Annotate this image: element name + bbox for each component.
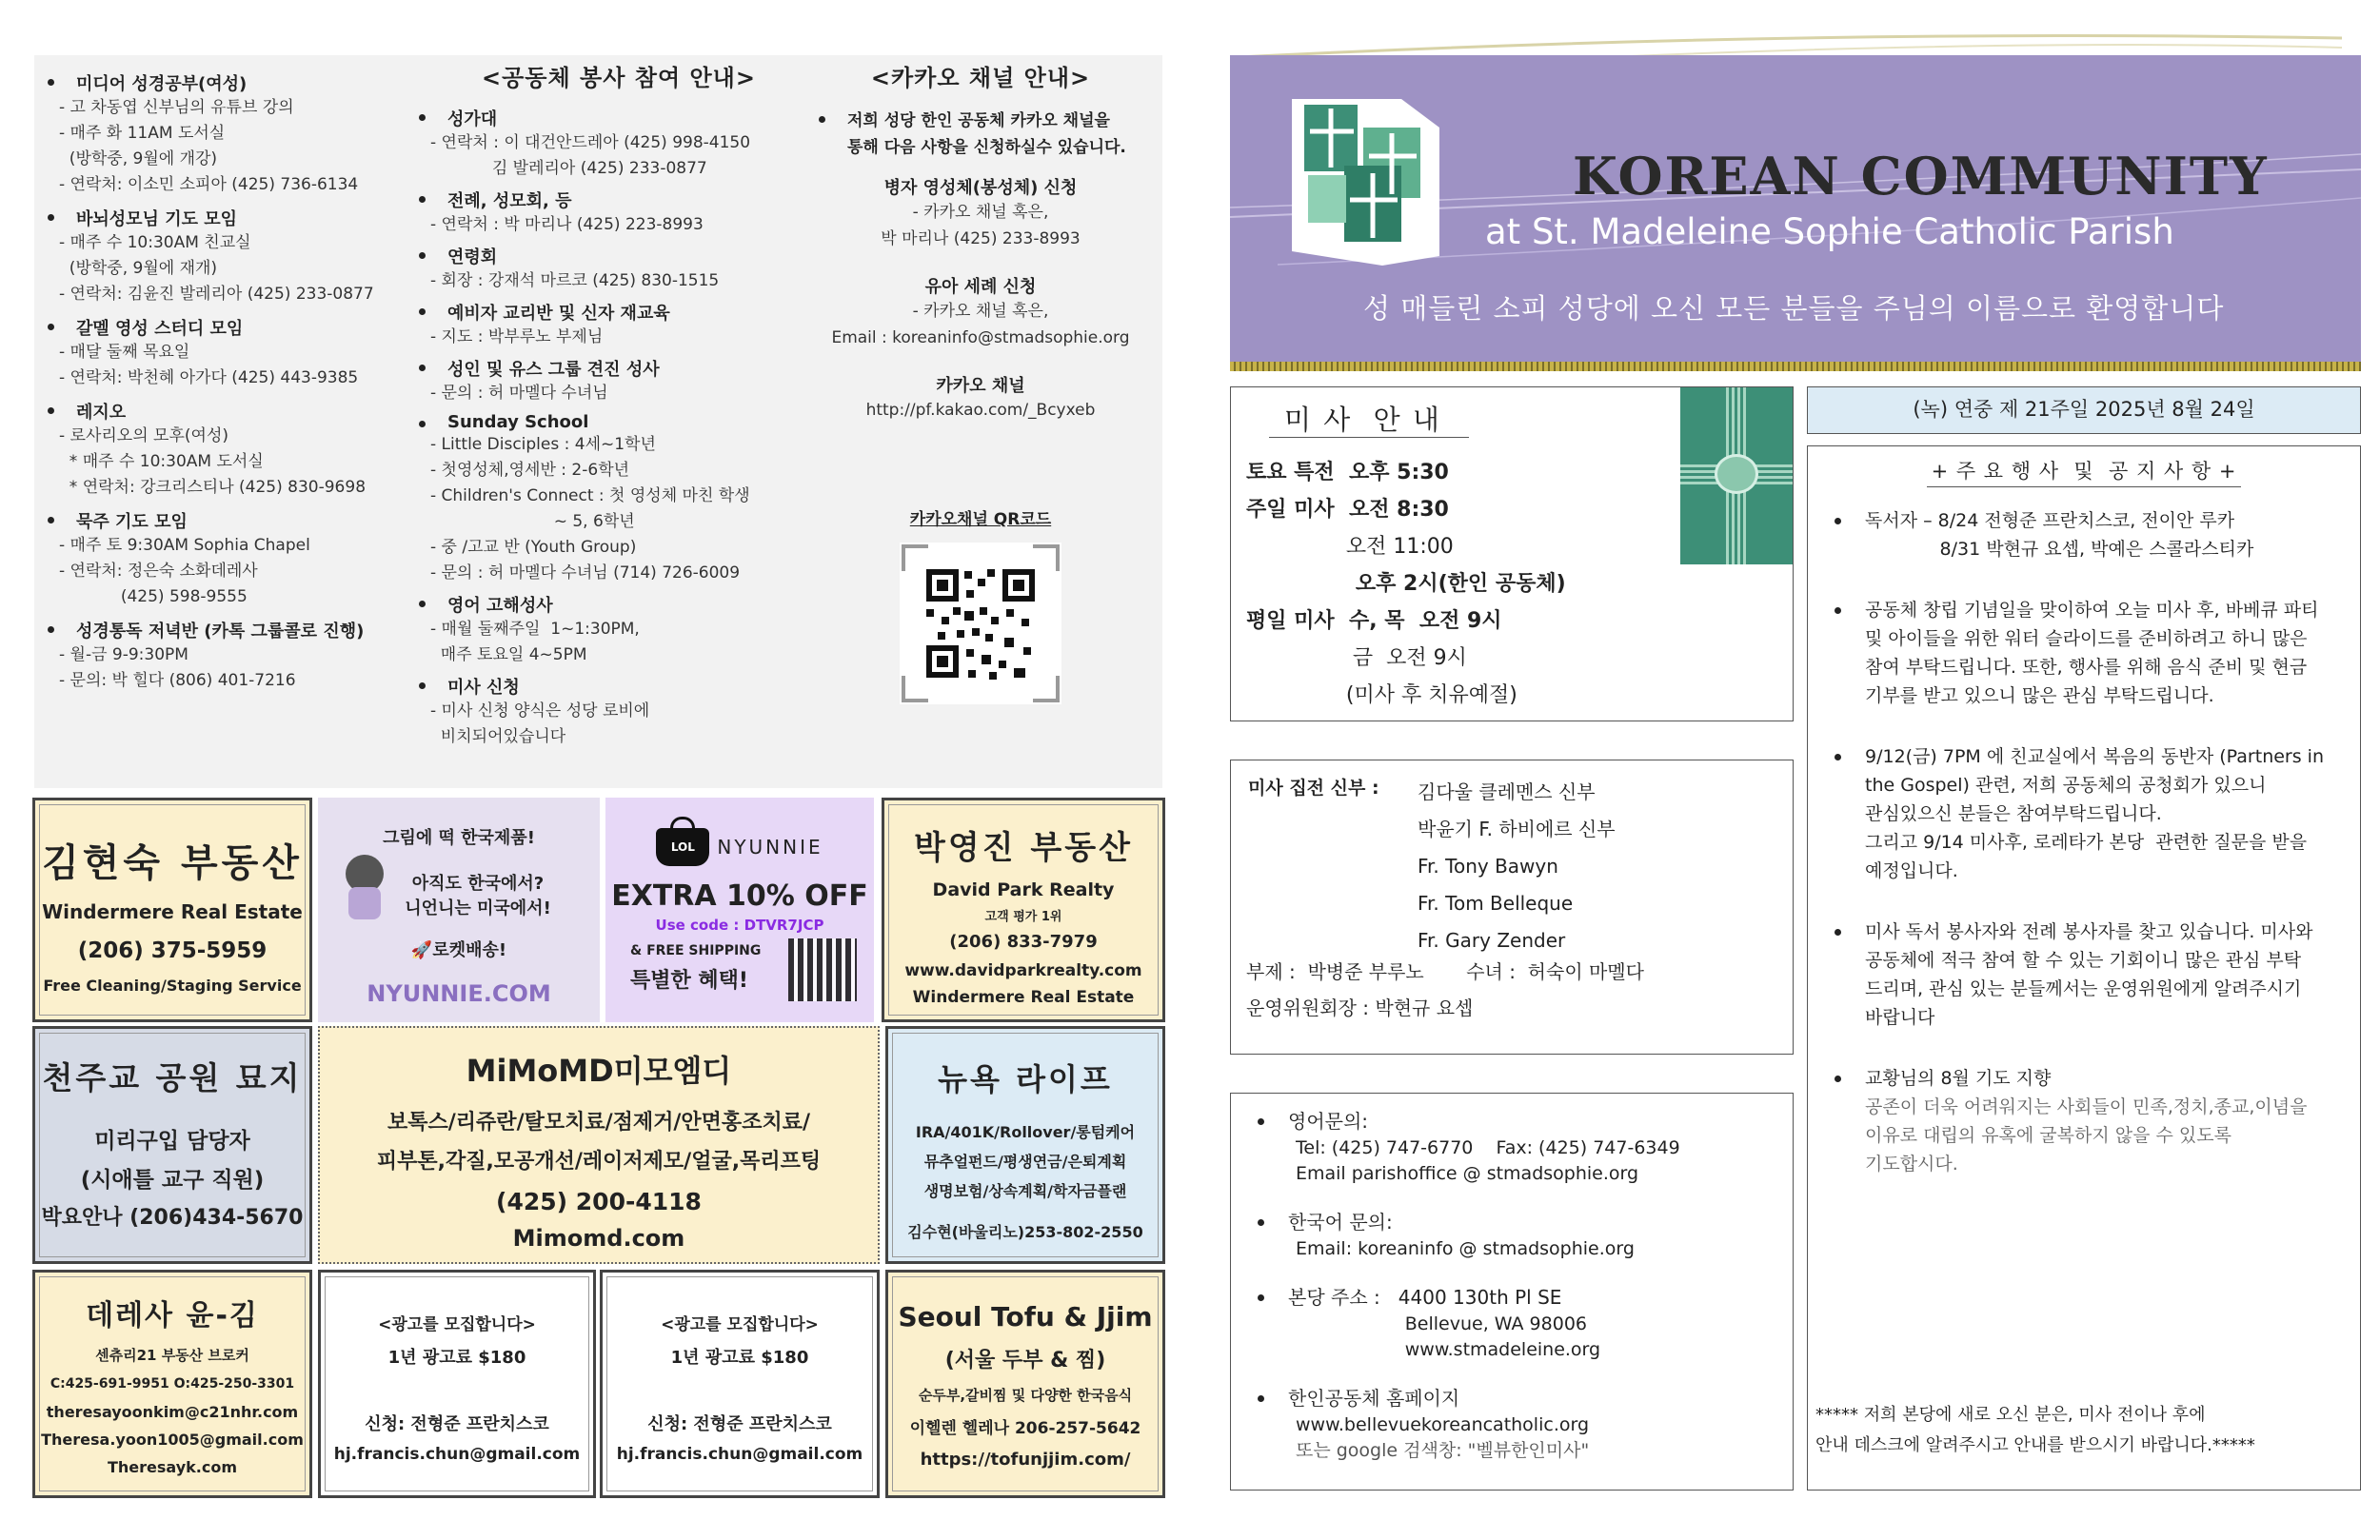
kakao-block-detail: - 카카오 채널 혹은,: [912, 203, 1049, 222]
clergy-label: 미사 집전 신부 :: [1248, 778, 1379, 799]
ministry-detail: - 월-금 9-9:30PM: [59, 645, 188, 664]
service-item-detail: - 연락처 : 이 대건안드레아 (425) 998-4150: [430, 133, 751, 152]
clergy-box: [1230, 760, 1794, 1055]
parish-logo-icon: [1287, 89, 1449, 270]
notice-line: 그리고 9/14 미사후, 로레타가 본당 관련한 질문을 받을: [1865, 832, 2308, 853]
contact-title: 본당 주소 : 4400 130th Pl SE: [1231, 1283, 1793, 1312]
kakao-block-detail: Email : koreaninfo@stmadsophie.org: [831, 328, 1130, 347]
contact-detail: Email parishoffice @ stmadsophie.org: [1296, 1163, 1639, 1184]
kakao-blocks: [809, 174, 1152, 424]
notice-line: 바랍니다: [1865, 1007, 1935, 1028]
contacts-box: [1230, 1093, 1794, 1491]
ministry-list: [38, 70, 419, 694]
ribbon-decoration-icon: [1680, 387, 1793, 564]
service-item-detail: - 매월 둘째주일 1~1:30PM,: [430, 620, 640, 639]
service-item-detail: - 미사 신청 양식은 성당 로비에: [430, 701, 650, 721]
qr-small-icon: [788, 938, 857, 1001]
ministry-detail: (방학중, 9월에 재개): [59, 259, 218, 278]
ministry-detail: - 연락처: 김윤진 발레리아 (425) 233-0877: [59, 285, 374, 304]
kakao-block-detail: http://pf.kakao.com/_Bcyxeb: [865, 401, 1096, 420]
kakao-block-title: 카카오 채널: [936, 376, 1025, 396]
contact-detail: www.stmadeleine.org: [1296, 1339, 1601, 1360]
mass-row: 오후 2시(한인 공동체): [1246, 572, 1566, 596]
qr-icon: [900, 543, 1061, 704]
council-chair: 운영위원회장 : 박현규 요셉: [1246, 997, 1474, 1019]
notice-line: 교황님의 8월 기도 지향: [1865, 1068, 2052, 1089]
contact-title: 영어문의:: [1231, 1107, 1793, 1135]
ad-nyunnie-2: LOL NYUNNIE EXTRA 10% OFF Use code : DTVR7JCP & FREE SHIPPING 특별한 혜택!: [605, 798, 874, 1022]
ministry-title: 미디어 성경공부(여성): [38, 70, 419, 95]
notice-line: 및 아이들을 위한 워터 슬라이드를 준비하려고 하니 많은: [1865, 628, 2308, 649]
notice-line: 독서자 – 8/24 전형준 프란치스코, 전이안 루카: [1865, 510, 2235, 531]
priest-name: 김다울 클레멘스 신부: [1418, 780, 1596, 803]
service-item-detail: - 중 /고교 반 (Youth Group): [430, 538, 637, 557]
notice-line: 관심있으신 분들은 참여부탁드립니다.: [1865, 803, 2162, 824]
contact-detail: www.bellevuekoreancatholic.org: [1296, 1414, 1590, 1435]
ministry-detail: - 연락처: 이소민 소피아 (425) 736-6134: [59, 175, 359, 194]
notice-line: 기도합시다.: [1865, 1154, 1958, 1175]
ministry-detail: - 매주 토 9:30AM Sophia Chapel: [59, 536, 310, 555]
contact-detail: Email: koreaninfo @ stmadsophie.org: [1296, 1238, 1635, 1259]
service-item-detail: 매주 토요일 4~5PM: [430, 645, 587, 664]
notice-line: 8/31 박현규 요셉, 박예은 스콜라스티카: [1865, 539, 2254, 560]
notice-item: [1808, 742, 2360, 885]
qr-code[interactable]: [900, 543, 1061, 704]
priest-name: Fr. Tom Belleque: [1418, 892, 1574, 915]
banner-welcome: 성 매들린 소피 성당에 오신 모든 분들을 주님의 이름으로 환영합니다: [1363, 292, 2225, 325]
notice-line: 공동체에 적극 참여 할 수 있는 기회이니 많은 관심 부탁: [1865, 950, 2302, 971]
mass-row: 주일 미사 오전 8:30: [1246, 498, 1449, 522]
notice-line: 참여 부탁드립니다. 또한, 행사를 위해 음식 준비 및 현금: [1865, 657, 2308, 678]
notices-box: [1807, 445, 2361, 1491]
deacon-sister: 부제 : 박병준 부루노 수녀 : 허숙이 마멜다: [1246, 960, 1644, 983]
character-icon: [343, 855, 387, 912]
priest-list: [1418, 774, 1616, 959]
mass-title: 미 사 안 내: [1284, 404, 1441, 436]
notices-footer: ***** 저희 본당에 새로 오신 분은, 미사 전이나 후에 안내 데스크에 알려주시고 안내를 받으시기 바랍니다.*****: [1815, 1405, 2255, 1455]
service-item-detail: - Little Disciples : 4세~1학년: [430, 435, 656, 454]
notice-line: 미사 독서 봉사자와 전례 봉사자를 찾고 있습니다. 미사와: [1865, 921, 2313, 942]
ad-nyunnie-1: 그림에 떡 한국제품! 아직도 한국에서? 니언니는 미국에서! 🚀로켓배송! NYUNNIE.COM: [318, 798, 600, 1022]
ministry-detail: - 문의: 박 힐다 (806) 401-7216: [59, 671, 296, 690]
contact-title: 한인공동체 홈페이지: [1231, 1384, 1793, 1412]
notices-title: + 주 요 행 사 및 공 지 사 항 +: [1931, 460, 2237, 483]
contact-list: [1231, 1107, 1793, 1464]
banner-title: KOREAN COMMUNITY: [1573, 146, 2269, 207]
notice-line: 공존이 더욱 어려워지는 사회들이 민족,정치,종교,이념을: [1865, 1096, 2308, 1117]
service-item-detail: - 첫영성체,영세반 : 2-6학년: [430, 461, 630, 480]
ministry-title: 성경통독 저녁반 (카톡 그룹콜로 진행): [38, 618, 419, 642]
ad-kim-realestate: 김현숙 부동산 Windermere Real Estate (206) 375-5959 Free Cleaning/Staging Service: [32, 798, 312, 1022]
ministry-detail: (방학중, 9월에 개강): [59, 149, 218, 168]
notice-line: 공동체 창립 기념일을 맞이하여 오늘 미사 후, 바베큐 파티: [1865, 600, 2319, 621]
notice-line: 예정입니다.: [1865, 860, 1958, 881]
ad-seoul-tofu: Seoul Tofu & Jjim (서울 두부 & 찜) 순두부,갈비찜 및 다양한 한국음식 이헬렌 헬레나 206-257-5642 https://tofunjjim.com/: [885, 1270, 1165, 1498]
service-item-detail: - 문의 : 허 마멜다 수녀님: [430, 384, 608, 403]
ministry-title: 묵주 기도 모임: [38, 508, 419, 533]
service-list: [409, 106, 828, 750]
service-item-title: 영어 고해성사: [409, 592, 828, 617]
ad-mimomd: MiMoMD미모엠디 보톡스/리쥬란/탈모치료/점제거/안면홍조치료/ 피부톤,각질,모공개선/레이저제모/얼굴,목리프팅 (425) 200-4118 Mimomd.com: [318, 1026, 880, 1264]
service-item-detail: 비치되어있습니다: [430, 727, 566, 746]
mass-rows: [1246, 454, 1566, 714]
service-item-detail: ~ 5, 6학년: [430, 512, 635, 531]
ministry-detail: - 매주 수 10:30AM 친교실: [59, 233, 251, 252]
header-banner: [1230, 55, 2361, 362]
service-item-title: 예비자 교리반 및 신자 재교육: [409, 300, 828, 325]
service-participation: [409, 59, 828, 750]
banner-subtitle: at St. Madeleine Sophie Catholic Parish: [1485, 211, 2174, 252]
mass-row: 평일 미사 수, 목 오전 9시: [1246, 609, 1502, 633]
notice-line: the Gospel) 관련, 저희 공동체의 공청회가 있으니: [1865, 775, 2267, 796]
notice-item: [1808, 1064, 2360, 1178]
ad-newyork-life: 뉴욕 라이프 IRA/401K/Rollover/롱텀케어 뮤추얼펀드/평생연금/은퇴계획 생명보험/상속계획/학자금플랜 김수현(바울리노)253-802-2550: [885, 1026, 1165, 1264]
service-item-title: 성인 및 유스 그룹 견진 성사: [409, 356, 828, 381]
notice-item: [1808, 918, 2360, 1032]
notice-line: 드리며, 관심 있는 분들께서는 운영위원에게 알려주시기: [1865, 978, 2302, 999]
service-item-title: 전례, 성모회, 등: [409, 188, 828, 212]
ministry-detail: * 연락처: 강크리스티나 (425) 830-9698: [59, 478, 367, 497]
mass-row: 토요 특전 오후 5:30: [1246, 461, 1449, 484]
priest-name: Fr. Tony Bawyn: [1418, 855, 1558, 878]
service-item-detail: - 지도 : 박부루노 부제님: [430, 327, 604, 346]
kakao-block-title: 병자 영성체(봉성체) 신청: [883, 178, 1078, 198]
service-item-detail: - 회장 : 강재석 마르코 (425) 830-1515: [430, 271, 720, 290]
ad-teresa-realestate: 데레사 윤-김 센츄리21 부동산 브로커 C:425-691-9951 O:425-250-3301 theresayoonkim@c21nhr.com Theresa.yoon1005@gmail.com Theresayk.com: [32, 1270, 312, 1498]
mass-schedule-box: [1230, 386, 1794, 721]
mass-title-underline: [1269, 437, 1469, 438]
service-item-title: 미사 신청: [409, 674, 828, 699]
ministry-detail: (425) 598-9555: [59, 587, 248, 606]
notice-line: 이유로 대립의 유혹에 굴복하지 않을 수 있도록: [1865, 1125, 2231, 1146]
mass-row: (미사 후 치유예절): [1246, 683, 1517, 707]
ministry-detail: - 고 차동엽 신부님의 유튜브 강의: [59, 98, 294, 117]
ministry-detail: - 매달 둘째 목요일: [59, 343, 190, 362]
ministry-detail: - 연락처: 박천혜 아가다 (425) 443-9385: [59, 368, 359, 387]
contact-title: 한국어 문의:: [1231, 1208, 1793, 1236]
notice-line: 9/12(금) 7PM 에 친교실에서 복음의 동반자 (Partners in: [1865, 746, 2324, 767]
kakao-block-detail: - 카카오 채널 혹은,: [912, 302, 1049, 321]
notice-item: [1808, 506, 2360, 563]
kakao-block-title: 유아 세례 신청: [924, 277, 1037, 297]
notice-line: 기부를 받고 있으니 많은 관심 부탁드립니다.: [1865, 685, 2214, 706]
ministry-detail: - 로사리오의 모후(여성): [59, 426, 229, 445]
bag-icon: LOL: [656, 828, 709, 866]
service-item-title: Sunday School: [409, 412, 828, 432]
notice-item: [1808, 596, 2360, 710]
ministry-title: 바뇌성모님 기도 모임: [38, 206, 419, 230]
contact-detail: Tel: (425) 747-6770 Fax: (425) 747-6349: [1296, 1137, 1680, 1158]
ad-recruit-2: <광고를 모집합니다> 1년 광고료 $180 신청: 전형준 프란치스코 hj.francis.chun@gmail.com: [600, 1270, 880, 1498]
service-item-detail: - 연락처 : 박 마리나 (425) 223-8993: [430, 215, 704, 234]
ministry-title: 레지오: [38, 399, 419, 424]
service-item-detail: - Children's Connect : 첫 영성체 마친 학생: [430, 486, 750, 505]
mass-row: 오전 11:00: [1246, 535, 1454, 559]
contact-detail: 또는 google 검색창: "벨뷰한인미사": [1296, 1440, 1590, 1461]
contact-detail: Bellevue, WA 98006: [1296, 1313, 1588, 1334]
kakao-channel-info: [809, 59, 1152, 704]
priest-name: Fr. Gary Zender: [1418, 929, 1566, 952]
notice-list: [1808, 506, 2360, 1178]
service-title: <공동체 봉사 참여 안내>: [482, 65, 756, 91]
service-item-title: 연령회: [409, 244, 828, 268]
kakao-title: <카카오 채널 안내>: [870, 65, 1091, 91]
ministry-detail: * 매주 수 10:30AM 도서실: [59, 452, 264, 471]
service-item-detail: - 문의 : 허 마멜다 수녀님 (714) 726-6009: [430, 563, 741, 582]
service-item-detail: 김 발레리아 (425) 233-0877: [430, 159, 707, 178]
qr-label: 카카오채널 QR코드: [909, 510, 1052, 529]
ministry-detail: - 매주 화 11AM 도서실: [59, 124, 226, 143]
notices-title-underline: [1927, 486, 2241, 487]
ad-park-realestate: 박영진 부동산 David Park Realty 고객 평가 1위 (206) 833-7979 www.davidparkrealty.com Windermere Real Estate: [882, 798, 1165, 1022]
service-item-title: 성가대: [409, 106, 828, 130]
kakao-block-detail: 박 마리나 (425) 233-8993: [881, 229, 1081, 248]
priest-name: 박윤기 F. 하비에르 신부: [1418, 818, 1616, 840]
ministry-detail: - 연락처: 정은숙 소화데레사: [59, 562, 258, 581]
mass-row: 금 오전 9시: [1246, 646, 1467, 670]
sunday-label: (녹) 연중 제 21주일 2025년 8월 24일: [1807, 386, 2361, 434]
banner-border: [1230, 362, 2361, 371]
ministry-title: 갈멜 영성 스터디 모임: [38, 315, 419, 340]
ad-catholic-cemetery: 천주교 공원 묘지 미리구입 담당자 (시애틀 교구 직원) 박요안나 (206)434-5670: [32, 1026, 312, 1264]
kakao-intro: 저희 성당 한인 공동체 카카오 채널을 통해 다음 사항을 신청하실수 있습니다.: [809, 108, 1152, 161]
ad-recruit-1: <광고를 모집합니다> 1년 광고료 $180 신청: 전형준 프란치스코 hj.francis.chun@gmail.com: [318, 1270, 596, 1498]
